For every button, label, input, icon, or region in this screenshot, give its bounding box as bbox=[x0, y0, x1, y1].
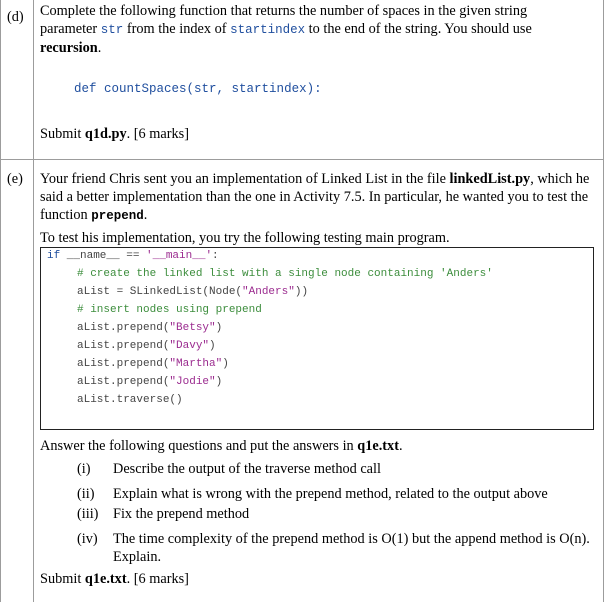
question-text: The time complexity of the prepend method is O(1) but the append method is O(n). bbox=[113, 531, 590, 547]
code-line-prepend: aList.prepend("Betsy") bbox=[77, 322, 223, 334]
part-e-label: (e) bbox=[7, 171, 23, 187]
question-label: (ii) bbox=[77, 486, 95, 502]
question-text: Describe the output of the traverse method call bbox=[113, 461, 381, 477]
part-d-label: (d) bbox=[7, 9, 24, 25]
part-e-submit: Submit q1e.txt. [6 marks] bbox=[40, 571, 189, 587]
part-e-test-line: To test his implementation, you try the following testing main program. bbox=[40, 230, 450, 246]
row-divider bbox=[0, 159, 604, 160]
part-d-line1: Complete the following function that returns the number of spaces in the given string bbox=[40, 3, 528, 19]
function-signature: def countSpaces(str, startindex): bbox=[74, 82, 322, 96]
part-d-submit: Submit q1d.py. [6 marks] bbox=[40, 126, 189, 142]
question-text-continued: Explain. bbox=[113, 549, 162, 565]
part-d-line2: parameter str from the index of startindex to the end of the string. You should use bbox=[40, 21, 532, 37]
code-line-prepend: aList.prepend("Davy") bbox=[77, 340, 216, 352]
code-line-prepend: aList.prepend("Martha") bbox=[77, 358, 229, 370]
question-text: Explain what is wrong with the prepend method, related to the output above bbox=[113, 486, 548, 502]
code-comment-insert: # insert nodes using prepend bbox=[77, 304, 262, 316]
code-line-traverse: aList.traverse() bbox=[77, 394, 183, 406]
part-e-intro-line1: Your friend Chris sent you an implementation of Linked List in the file linkedList.py, which he bbox=[40, 171, 590, 187]
code-line-prepend: aList.prepend("Jodie") bbox=[77, 376, 223, 388]
question-text: Fix the prepend method bbox=[113, 506, 250, 522]
part-e-intro-line2: said a better implementation than the one in Activity 7.5. In particular, he wanted you to test the bbox=[40, 189, 589, 205]
question-label: (iii) bbox=[77, 506, 99, 522]
column-divider bbox=[33, 0, 34, 602]
part-e-intro-line3: function prepend. bbox=[40, 207, 148, 223]
right-border bbox=[603, 0, 604, 602]
part-d-line3: recursion. bbox=[40, 40, 102, 56]
code-line-alist: aList = SLinkedList(Node("Anders")) bbox=[77, 286, 309, 298]
code-comment-create: # create the linked list with a single node containing 'Anders' bbox=[77, 268, 493, 280]
left-border bbox=[0, 0, 1, 602]
question-label: (iv) bbox=[77, 531, 98, 547]
code-line-if: if __name__ == '__main__': bbox=[47, 250, 219, 262]
part-e-answer-instruction: Answer the following questions and put the answers in q1e.txt. bbox=[40, 438, 403, 454]
question-label: (i) bbox=[77, 461, 91, 477]
